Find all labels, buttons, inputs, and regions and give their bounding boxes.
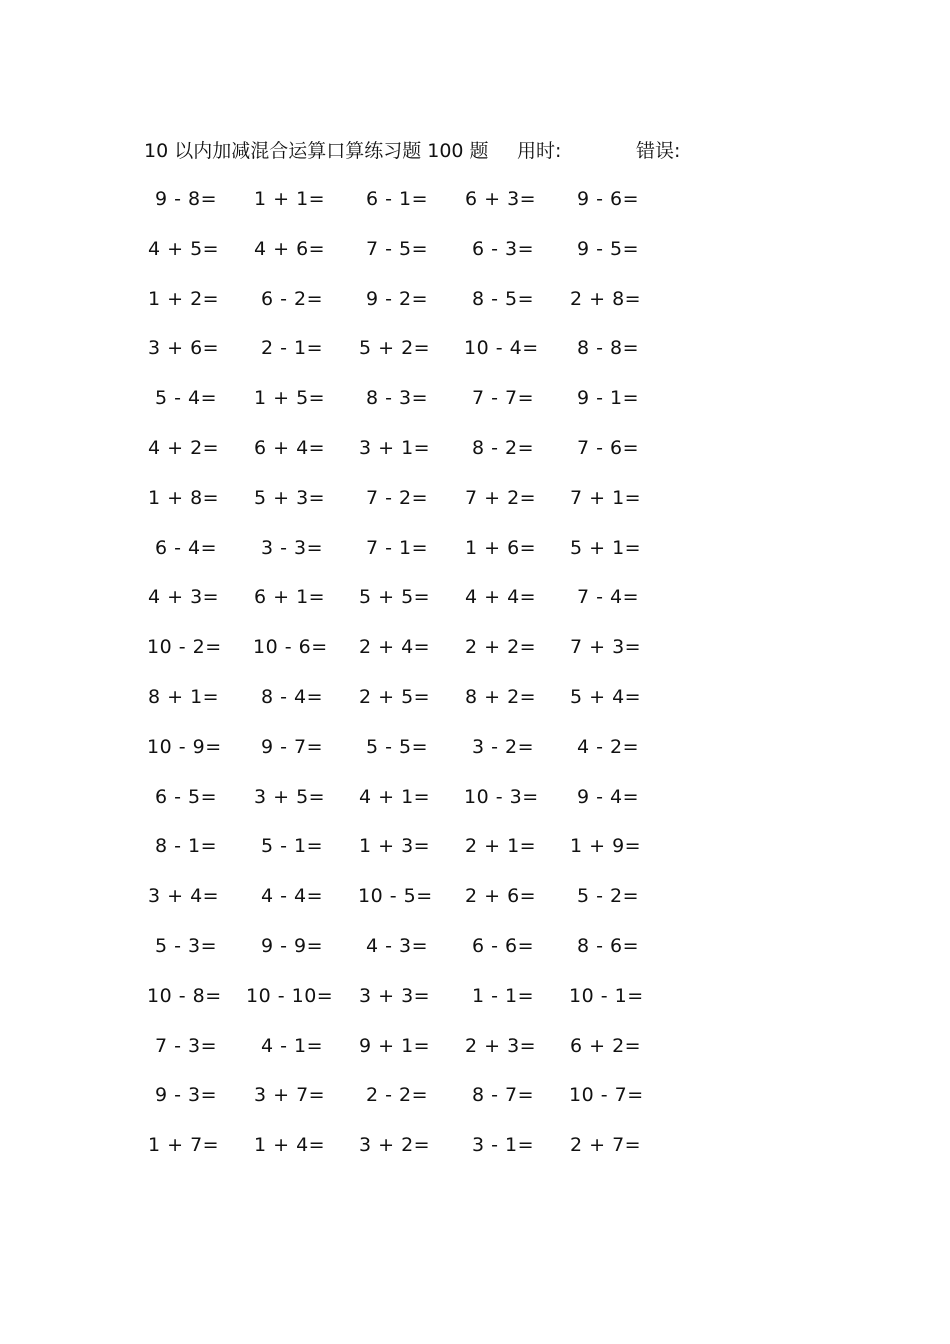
problem-item: 7 + 1= [570,486,642,509]
problem-item: 7 - 2= [366,486,429,509]
problem-item: 3 + 1= [359,436,431,459]
problem-item: 8 - 1= [155,835,218,858]
problem-item: 8 - 4= [261,685,324,708]
problem-item: 4 - 3= [366,934,429,957]
time-used-label: 用时: [517,140,562,162]
problem-item: 5 - 4= [155,387,218,410]
problem-item: 5 + 3= [254,486,326,509]
problem-item: 3 + 4= [148,885,220,908]
problem-row [0,333,950,383]
problem-item: 2 + 7= [570,1134,642,1157]
problem-row [0,881,950,931]
problem-item: 7 - 1= [366,536,429,559]
problem-item: 5 + 1= [570,536,642,559]
problem-item: 3 - 3= [261,536,324,559]
problem-item: 6 + 2= [570,1034,642,1057]
problem-item: 10 - 2= [147,636,222,659]
problem-item: 1 + 4= [254,1134,326,1157]
problem-row [0,284,950,334]
problem-item: 9 - 5= [577,237,640,260]
problem-row [0,582,950,632]
problem-item: 7 - 7= [472,387,535,410]
problem-item: 6 - 1= [366,188,429,210]
problem-item: 10 - 8= [147,984,222,1007]
problem-row [0,383,950,433]
problem-item: 7 - 6= [577,436,640,459]
problem-item: 6 - 3= [472,237,535,260]
problem-item: 3 + 7= [254,1084,326,1107]
problem-item: 4 + 4= [465,586,537,609]
problem-item: 8 - 6= [577,934,640,957]
problem-item: 9 - 1= [577,387,640,410]
problem-item: 8 + 2= [465,685,537,708]
problem-item: 9 - 2= [366,287,429,310]
problem-item: 10 - 1= [569,984,644,1007]
problem-item: 10 - 7= [569,1084,644,1107]
problem-item: 3 + 6= [148,337,220,360]
problem-item: 2 + 2= [465,636,537,659]
problem-item: 9 - 4= [577,785,640,808]
problem-item: 6 + 1= [254,586,326,609]
problem-row [0,682,950,732]
problem-row [0,433,950,483]
problem-item: 4 - 2= [577,735,640,758]
problem-row [0,632,950,682]
problem-item: 4 + 1= [359,785,431,808]
problem-item: 8 - 8= [577,337,640,360]
problem-item: 9 - 7= [261,735,324,758]
problem-row [0,184,950,234]
problem-item: 2 + 1= [465,835,537,858]
problem-item: 10 - 6= [253,636,328,659]
problem-item: 4 + 5= [148,237,220,260]
problem-row [0,782,950,832]
problem-item: 8 + 1= [148,685,220,708]
problem-item: 2 + 3= [465,1034,537,1057]
problem-row [0,483,950,533]
problem-item: 1 + 7= [148,1134,220,1157]
worksheet-header [0,137,950,165]
problem-item: 8 - 7= [472,1084,535,1107]
problem-row [0,234,950,284]
problem-item: 5 - 1= [261,835,324,858]
problem-item: 5 - 3= [155,934,218,957]
problem-item: 9 - 3= [155,1084,218,1107]
problem-row [0,831,950,881]
problem-item: 1 - 1= [472,984,535,1007]
problem-item: 3 - 2= [472,735,535,758]
problem-item: 1 + 6= [465,536,537,559]
problem-item: 9 - 8= [155,188,218,210]
problem-item: 7 + 2= [465,486,537,509]
problem-item: 6 - 5= [155,785,218,808]
problem-item: 6 + 3= [465,188,537,210]
problem-item: 9 + 1= [359,1034,431,1057]
problem-item: 9 - 9= [261,934,324,957]
problem-item: 1 + 5= [254,387,326,410]
problem-item: 7 - 3= [155,1034,218,1057]
problem-item: 6 + 4= [254,436,326,459]
problem-item: 3 - 1= [472,1134,535,1157]
problem-row [0,732,950,782]
problem-item: 10 - 9= [147,735,222,758]
problem-item: 4 - 1= [261,1034,324,1057]
problem-row [0,931,950,981]
problem-item: 2 + 5= [359,685,431,708]
problem-item: 2 - 2= [366,1084,429,1107]
problem-item: 9 - 6= [577,188,640,210]
problem-item: 7 + 3= [570,636,642,659]
error-count-label: 错误: [636,140,681,162]
problem-item: 3 + 5= [254,785,326,808]
problem-row [0,1080,950,1130]
problem-item: 10 - 10= [246,984,334,1007]
problem-item: 5 - 2= [577,885,640,908]
problem-item: 7 - 5= [366,237,429,260]
problem-item: 8 - 2= [472,436,535,459]
problem-item: 4 + 2= [148,436,220,459]
problem-item: 2 + 8= [570,287,642,310]
problem-row [0,1130,950,1180]
problem-item: 6 - 2= [261,287,324,310]
worksheet-title: 10 以内加减混合运算口算练习题 100 题 [144,140,489,162]
problem-item: 3 + 3= [359,984,431,1007]
problem-item: 6 - 6= [472,934,535,957]
problem-row [0,1031,950,1081]
problem-item: 5 - 5= [366,735,429,758]
problem-item: 2 - 1= [261,337,324,360]
problem-item: 5 + 5= [359,586,431,609]
problem-item: 8 - 5= [472,287,535,310]
problem-item: 1 + 3= [359,835,431,858]
problem-item: 10 - 3= [464,785,539,808]
problem-item: 7 - 4= [577,586,640,609]
problem-item: 6 - 4= [155,536,218,559]
problem-item: 1 + 1= [254,188,326,210]
problem-item: 2 + 4= [359,636,431,659]
problem-row [0,533,950,583]
problem-item: 4 - 4= [261,885,324,908]
problem-item: 4 + 3= [148,586,220,609]
problem-item: 4 + 6= [254,237,326,260]
problem-item: 10 - 4= [464,337,539,360]
problem-item: 1 + 9= [570,835,642,858]
problem-item: 5 + 2= [359,337,431,360]
problem-row [0,981,950,1031]
problem-item: 5 + 4= [570,685,642,708]
problem-item: 1 + 8= [148,486,220,509]
problem-item: 8 - 3= [366,387,429,410]
problem-item: 3 + 2= [359,1134,431,1157]
problem-item: 10 - 5= [358,885,433,908]
problem-grid [0,184,950,1180]
problem-item: 1 + 2= [148,287,220,310]
problem-item: 2 + 6= [465,885,537,908]
